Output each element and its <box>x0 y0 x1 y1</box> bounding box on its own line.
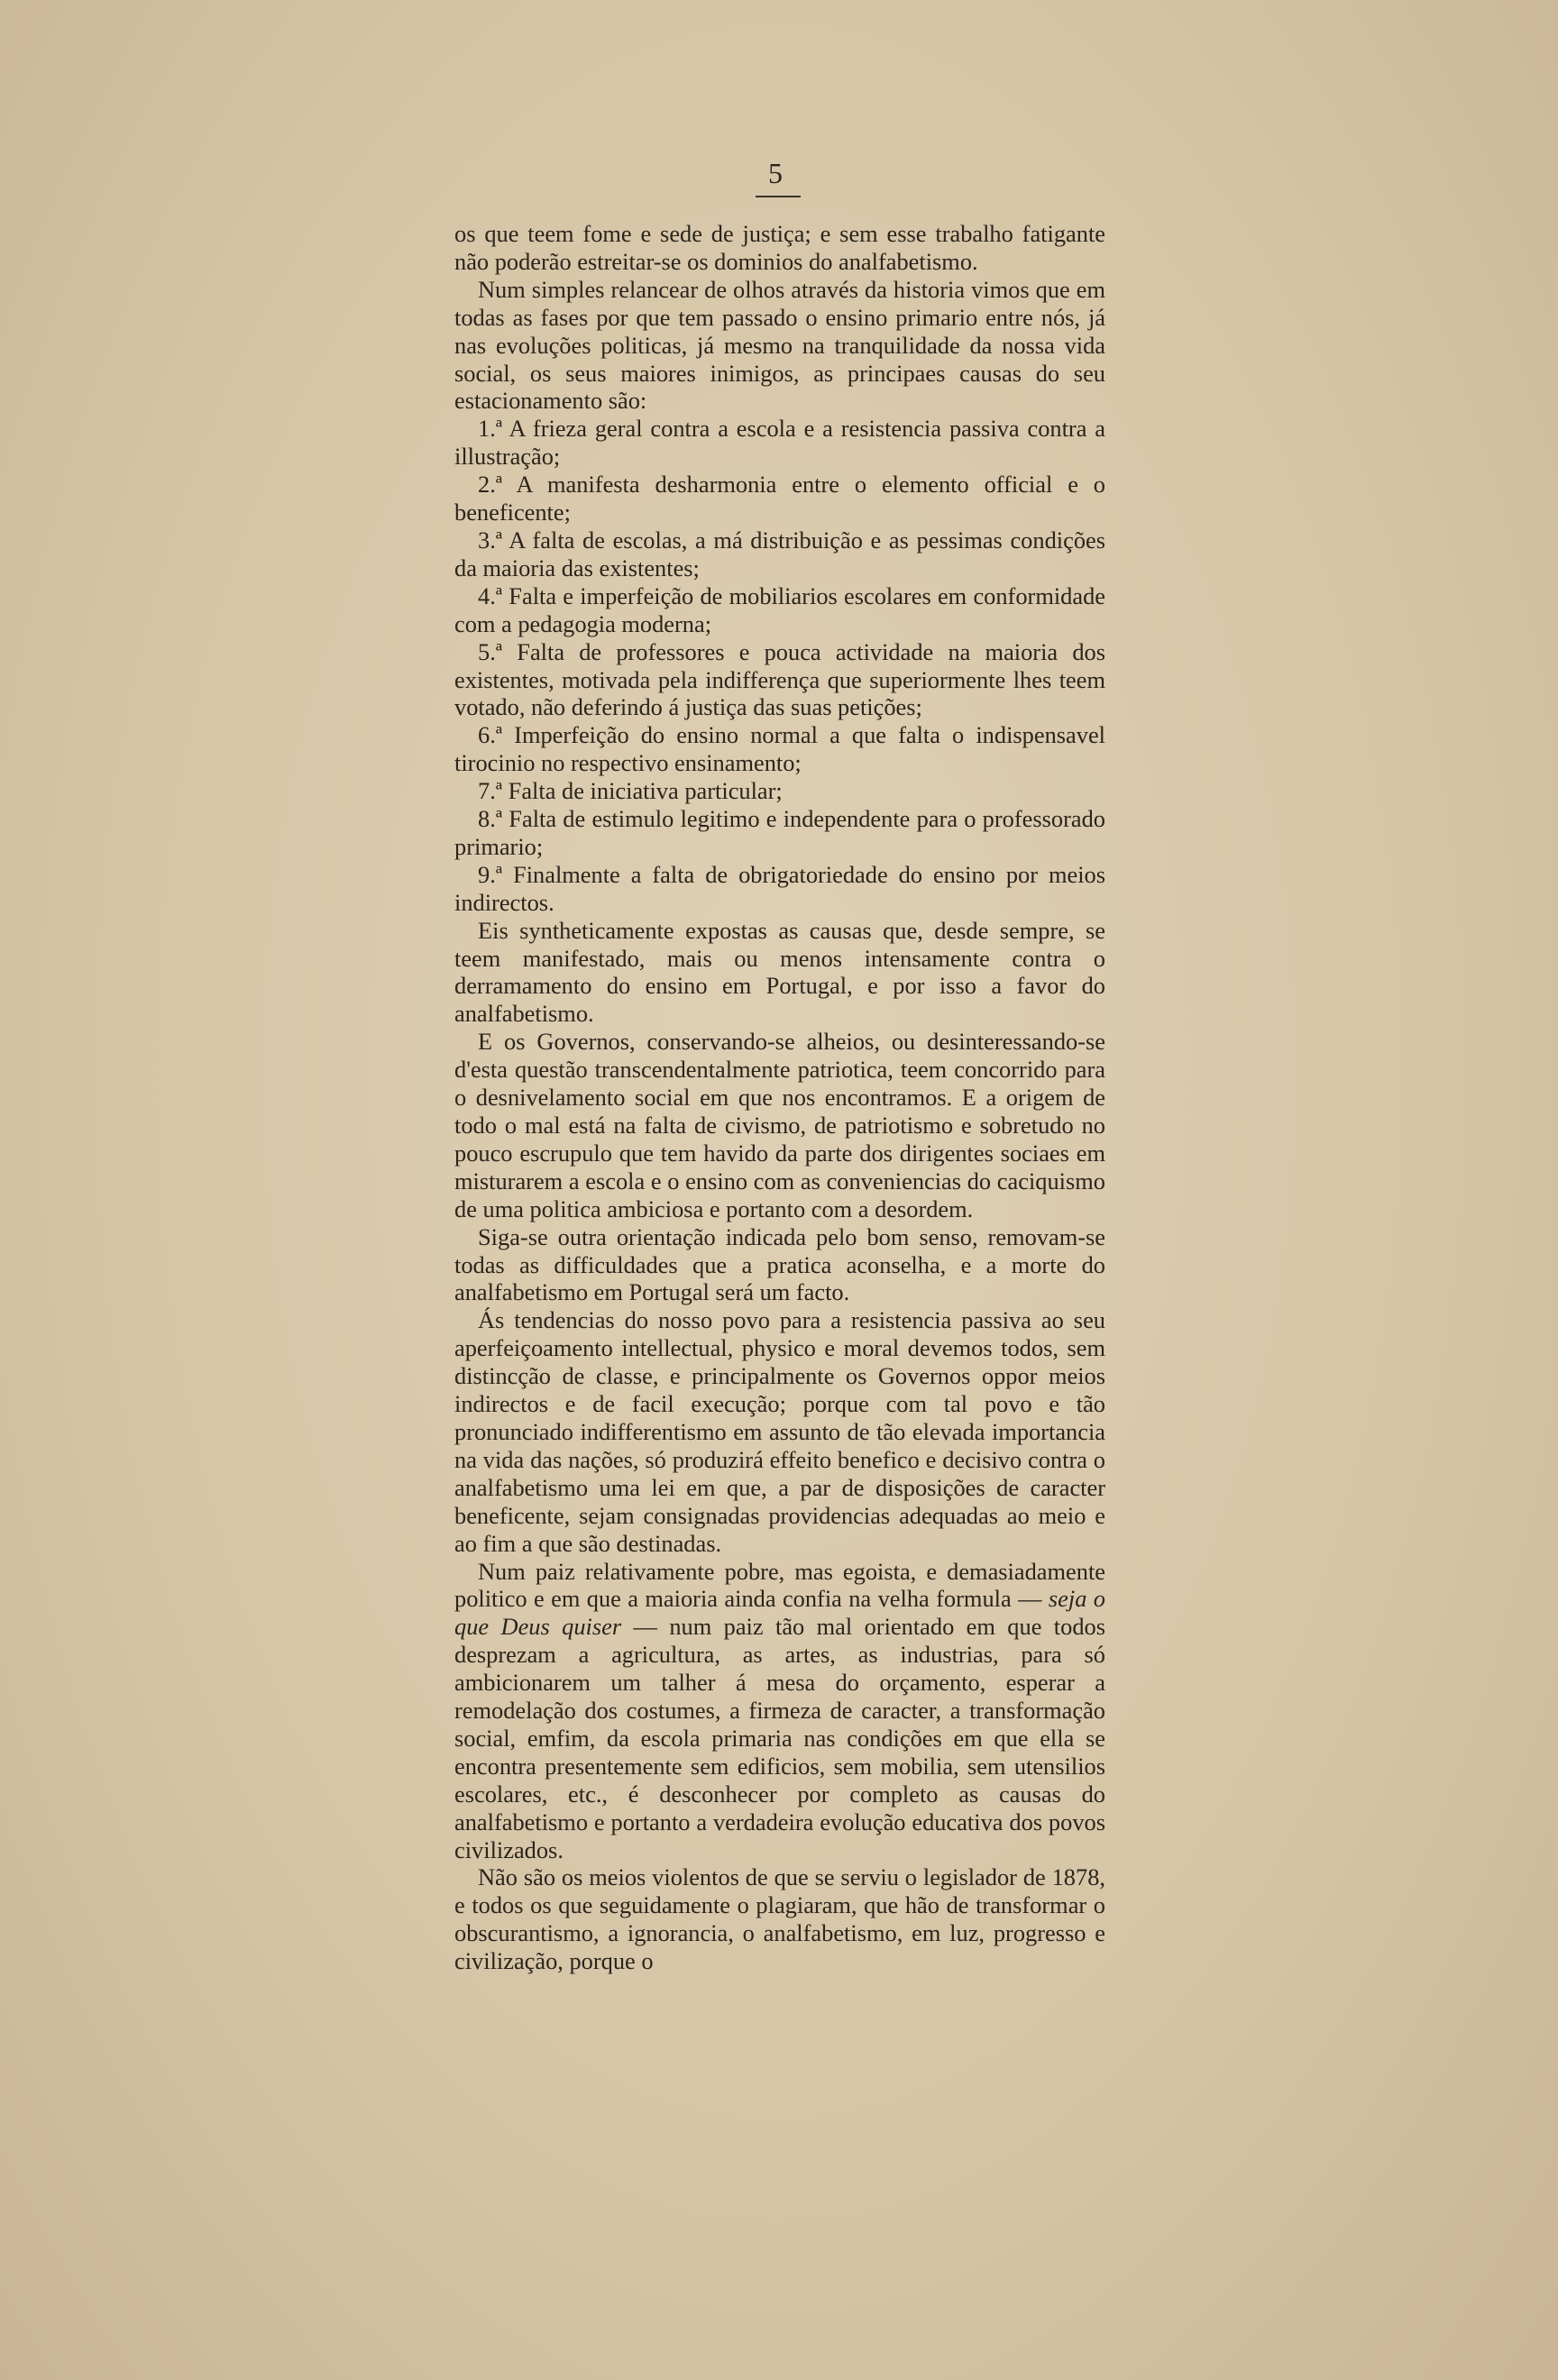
paragraph: E os Governos, conservando-se alheios, ou desinteressando-se d'esta questão transcendentalmente patriotica, teem concorrido para o desnivelamento social em que nos encontramos. E a origem de todo o mal está na falta de civismo, de patriotismo e sobretudo no pouco escrupulo que tem havido da parte dos dirigentes sociaes em misturarem a escola e o ensino com as conveniencias do caciquismo de uma politica ambiciosa e portanto com a desordem. <box>454 1028 1105 1222</box>
paragraph: Eis syntheticamente expostas as causas que, desde sempre, se teem manifestado, mais ou menos intensamente contra o derramamento do ensino em Portugal, e por isso a favor do analfabetismo. <box>454 916 1105 1028</box>
list-item: 7.ª Falta de iniciativa particular; <box>478 777 783 805</box>
page-number-rule <box>756 196 801 197</box>
list-item: 4.ª Falta e imperfeição de mobiliarios escolares em conformidade com a pedagogia moderna; <box>454 581 1105 637</box>
paragraph: os que teem fome e sede de justiça; e sem esse trabalho fatigante não poderão estreitar-se os dominios do analfabetismo. <box>454 220 1105 275</box>
italic-phrase: seja o que Deus quiser <box>454 1585 1105 1641</box>
list-item: 8.ª Falta de estimulo legitimo e independente para o professorado primario; <box>454 805 1105 860</box>
paragraph-text: Num paiz relativamente pobre, mas egoista, e demasiadamente politico e em que a maioria ainda confia na velha formula — <box>454 1557 1105 1613</box>
text-column <box>454 220 1105 1975</box>
paragraph <box>454 1558 1105 1864</box>
list-item: 2.ª A manifesta desharmonia entre o elemento official e o beneficente; <box>454 471 1105 526</box>
list-item: 5.ª Falta de professores e pouca actividade na maioria dos existentes, motivada pela indifferença que superiormente lhes teem votado, não deferindo á justiça das suas petições; <box>454 637 1105 721</box>
paragraph: Num simples relancear de olhos através da historia vimos que em todas as fases por que tem passado o ensino primario entre nós, já nas evoluções politicas, já mesmo na tranquilidade da nossa vida social, os seus maiores inimigos, as principaes causas do seu estacionamento são: <box>454 275 1105 415</box>
list-item: 6.ª Imperfeição do ensino normal a que falta o indispensavel tirocinio no respectivo ensinamento; <box>454 721 1105 777</box>
paragraph-text: — num paiz tão mal orientado em que todos desprezam a agricultura, as artes, as industrias, para só ambicionarem um talher á mesa do orçamento, esperar a remodelação dos costumes, a firmeza de caracter, a transformação social, emfim, da escola primaria nas condições em que ella se encontra presentemente sem edificios, sem mobilia, sem utensilios escolares, etc., é desconhecer por completo as causas do analfabetismo e portanto a verdadeira evolução educativa dos povos civilizados. <box>454 1613 1105 1863</box>
paragraph: Ás tendencias do nosso povo para a resistencia passiva ao seu aperfeiçoamento intellectual, physico e moral devemos todos, sem distincção de classe, e principalmente os Governos oppor meios indirectos e de facil execução; porque com tal povo e tão pronunciado indifferentismo em assunto de tão elevada importancia na vida das nações, só produzirá effeito benefico e decisivo contra o analfabetismo uma lei em que, a par de disposições de caracter beneficente, sejam consignadas providencias adequadas ao meio e ao fim a que são destinadas. <box>454 1306 1105 1557</box>
paragraph: Não são os meios violentos de que se serviu o legislador de 1878, e todos os que seguidamente o plagiaram, que hão de transformar o obscurantismo, a ignorancia, o analfabetismo, em luz, progresso e civilização, porque o <box>454 1863 1105 1975</box>
list-item: 9.ª Finalmente a falta de obrigatoriedade do ensino por meios indirectos. <box>454 860 1105 916</box>
list-item: 3.ª A falta de escolas, a má distribuição e as pessimas condições da maioria das existentes; <box>454 526 1105 581</box>
paragraph: Siga-se outra orientação indicada pelo bom senso, removam-se todas as difficuldades que a pratica aconselha, e a morte do analfabetismo em Portugal será um facto. <box>454 1222 1105 1306</box>
page-number: 5 <box>768 157 783 189</box>
list-item: 1.ª A frieza geral contra a escola e a resistencia passiva contra a illustração; <box>454 415 1105 471</box>
